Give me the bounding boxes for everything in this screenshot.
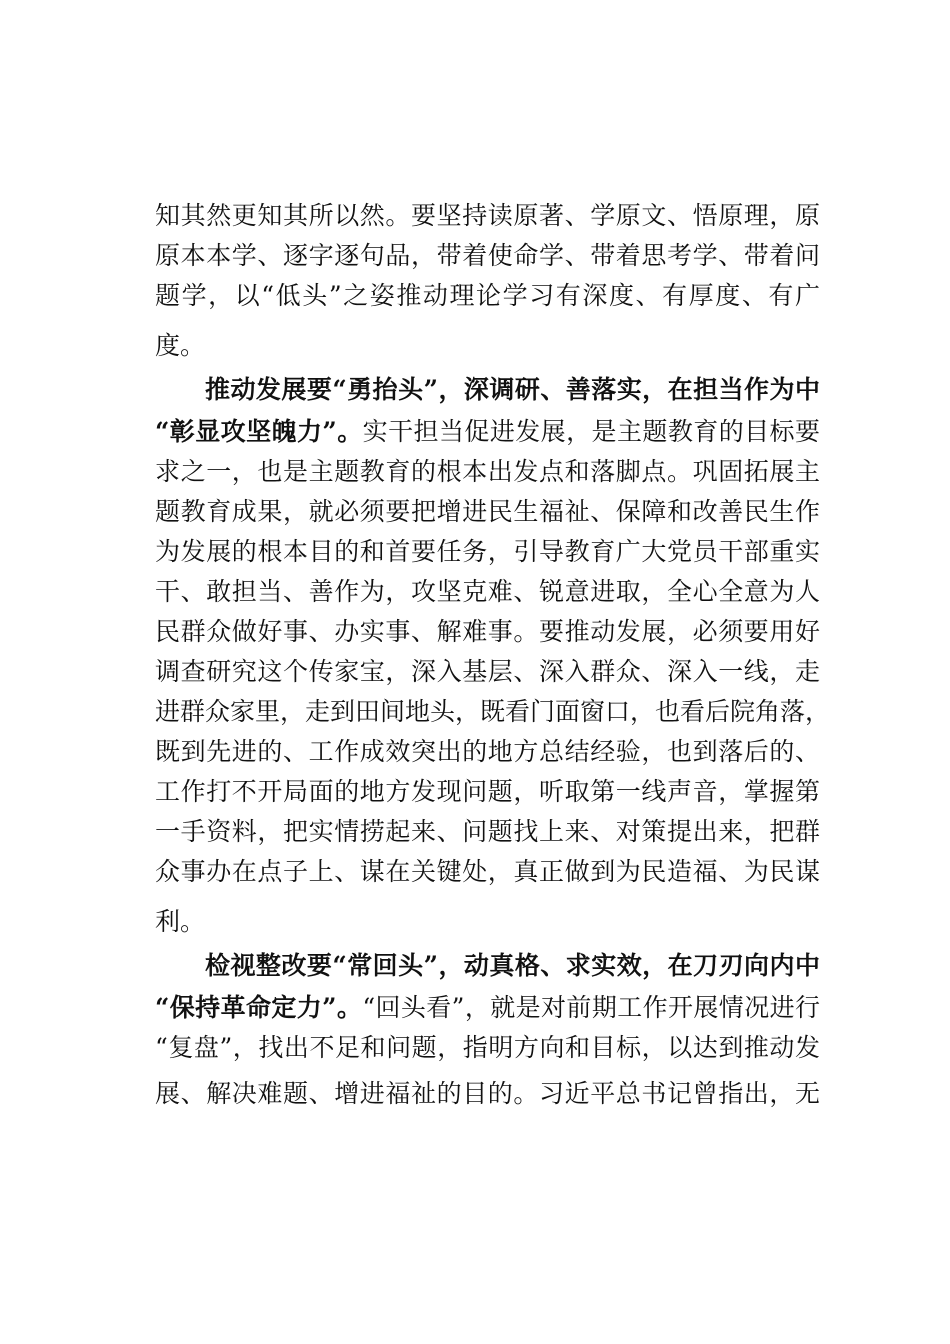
paragraph-3-line-3: “复盘”，找出不足和问题，指明方向和目标，以达到推动发 <box>155 1033 820 1062</box>
paragraph-2-line-9: 进群众家里，走到田间地头，既看门面窗口，也看后院角落， <box>155 697 831 726</box>
paragraph-3-heading-line-2: “保持革命定力”。 <box>155 993 363 1022</box>
paragraph-2-line-12: 一手资料，把实情捞起来、问题找上来、对策提出来，把群 <box>155 817 820 846</box>
paragraph-2-line-14: 利。 <box>155 907 206 936</box>
paragraph-3-line-2 <box>155 988 820 1028</box>
paragraph-3-line-2-text: “回头看”，就是对前期工作开展情况进行 <box>362 993 820 1022</box>
paragraph-2-heading-line-2: “彰显攻坚魄力”。 <box>155 417 363 446</box>
paragraph-1-line-1: 知其然更知其所以然。要坚持读原著、学原文、悟原理，原 <box>155 201 820 230</box>
paragraph-1-line-4: 度。 <box>155 331 206 360</box>
paragraph-2-line-7: 民群众做好事、办实事、解难事。要推动发展，必须要用好 <box>155 617 820 646</box>
paragraph-2-line-3: 求之一，也是主题教育的根本出发点和落脚点。巩固拓展主 <box>155 457 820 486</box>
paragraph-3-line-4: 展、解决难题、增进福祉的目的。习近平总书记曾指出，无 <box>155 1079 820 1108</box>
paragraph-2-line-2-text: 实干担当促进发展，是主题教育的目标要 <box>362 417 820 446</box>
paragraph-2-line-6: 干、敢担当、善作为，攻坚克难、锐意进取，全心全意为人 <box>155 577 820 606</box>
paragraph-2-line-10: 既到先进的、工作成效突出的地方总结经验，也到落后的、 <box>155 737 820 766</box>
paragraph-2-line-11: 工作打不开局面的地方发现问题，听取第一线声音，掌握第 <box>155 777 820 806</box>
paragraph-3-heading-line-1: 检视整改要“常回头”，动真格、求实效，在刀刃向内中 <box>205 951 820 980</box>
paragraph-2-heading-line-1: 推动发展要“勇抬头”，深调研、善落实，在担当作为中 <box>205 375 820 404</box>
paragraph-2-line-8: 调查研究这个传家宝，深入基层、深入群众、深入一线，走 <box>155 657 820 686</box>
paragraph-2-line-5: 为发展的根本目的和首要任务，引导教育广大党员干部重实 <box>155 537 820 566</box>
paragraph-2-line-4: 题教育成果，就必须要把增进民生福祉、保障和改善民生作 <box>155 497 820 526</box>
paragraph-2-line-2 <box>155 412 820 452</box>
paragraph-2-line-13: 众事办在点子上、谋在关键处，真正做到为民造福、为民谋 <box>155 857 820 886</box>
paragraph-1-line-3: 题学，以“低头”之姿推动理论学习有深度、有厚度、有广 <box>155 281 820 310</box>
paragraph-1-line-2: 原本本学、逐字逐句品，带着使命学、带着思考学、带着问 <box>155 241 820 270</box>
